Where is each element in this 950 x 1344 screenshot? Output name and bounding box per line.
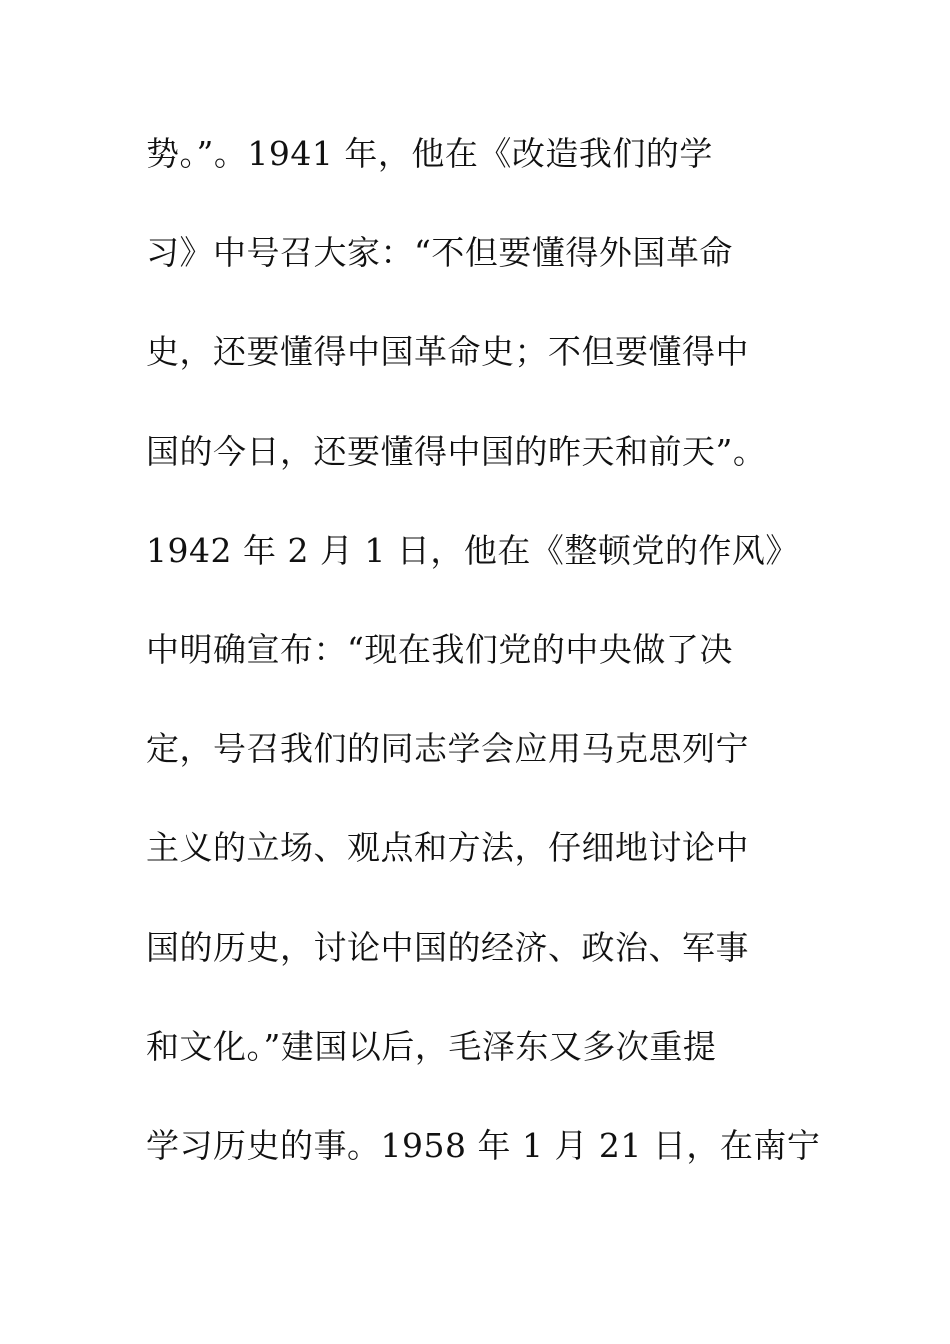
text-line: 中明确宣布：“现在我们党的中央做了决 — [146, 629, 733, 669]
text-line: 势。”。1941 年，他在《改造我们的学 — [146, 134, 713, 173]
text-line: 史，还要懂得中国革命史；不但要懂得中 — [146, 332, 749, 372]
text-line: 国的今日，还要懂得中国的昨天和前天”。 — [146, 431, 767, 471]
text-line: 国的历史，讨论中国的经济、政治、军事 — [146, 927, 749, 967]
body-text — [146, 128, 866, 1219]
text-line: 习》中号召大家：“不但要懂得外国革命 — [146, 233, 733, 273]
text-line: 和文化。”建国以后，毛泽东又多次重提 — [146, 1026, 717, 1066]
text-line: 定，号召我们的同志学会应用马克思列宁 — [146, 729, 749, 769]
text-line: 主义的立场、观点和方法，仔细地讨论中 — [146, 828, 749, 868]
text-line: 1942 年 2 月 1 日，他在《整顿党的作风》 — [146, 530, 799, 570]
text-line: 学习历史的事。1958 年 1 月 21 日，在南宁 — [146, 1125, 821, 1165]
